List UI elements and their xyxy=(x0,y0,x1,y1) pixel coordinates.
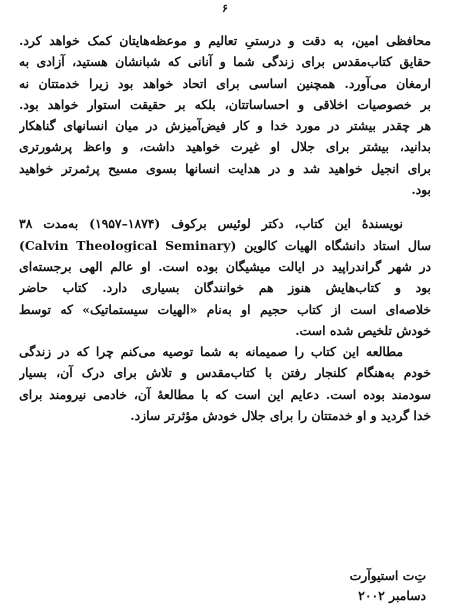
author-signature-name: تِ‌ت استیوآرت xyxy=(349,568,426,583)
text-line: خودش تلخیص شده است. xyxy=(295,322,431,338)
text-line: سودمند بوده است. دعایم این است که با مطالعهٔ آن، خادمی نیرومند برای xyxy=(19,386,431,402)
text-line: در شهر گراندراپید در ایالت میشیگان بوده است. او عالم الهی برجسته‌ای xyxy=(19,258,431,274)
text-line: محافظی امین، به دقت و درستیِ تعالیم و موعظه‌هایتان کمک خواهد کرد. xyxy=(19,33,431,48)
text-line: برای انجیل خواهید شد و در هدایت انسانها بسوی مسیح پرثمرتر خواهید xyxy=(19,160,431,176)
paragraph-3 xyxy=(19,341,431,426)
paragraph-gap xyxy=(19,200,431,213)
text-line: خدا گردید و او خدمتتان را برای جلال خودش مؤثرتر سازد. xyxy=(130,408,431,424)
text-line: ارمغان می‌آورد. همچنین اساسی برای اتحاد خواهد بود زیرا خدمتتان نه xyxy=(19,75,431,91)
text-line: حقایق کتاب‌مقدس برای زندگی شما و آنانی که شبانشان هستید، آزادی به xyxy=(19,54,431,70)
paragraph-1 xyxy=(19,30,431,200)
signature-date: دسامبر ۲۰۰۲ xyxy=(358,588,426,603)
text-line: خلاصه‌ای است از کتاب حجیم او به‌نام «الهیات سیستماتیک» که توسط xyxy=(19,301,431,317)
signature-block xyxy=(350,566,426,606)
text-line: خودم به‌هنگام کلنجار رفتن با کتاب‌مقدس و تلاش برای درک آن، بسیار xyxy=(19,365,431,381)
text-line: نویسندهٔ این کتاب، دکتر لوئیس برکوف (۱۸۷۴–۱۹۵۷) به‌مدت ۳۸ xyxy=(19,216,403,232)
text-line: مطالعه این کتاب را صمیمانه به شما توصیه می‌کنم چرا که در زندگی xyxy=(19,344,403,360)
body-text xyxy=(19,30,431,426)
text-line: هر چقدر بیشتر در مورد خدا و کار فیض‌آمیزش در میان انسانهای گناهکار xyxy=(19,118,431,134)
page-number: ۶ xyxy=(222,2,228,15)
text-line: بر خصوصیات اخلاقی و احساساتتان، بلکه بر حقیقت استوار خواهد بود. xyxy=(19,96,431,112)
paragraph-2 xyxy=(19,213,431,341)
text-line: بود و کتاب‌هایش هنوز هم خوانندگان بسیاری دارد. کتاب حاضر xyxy=(19,280,431,296)
text-line: بدانید، بیشتر برای جلال او غیرت خواهید داشت، و واعظ پرشورتری xyxy=(19,139,431,155)
text-line: سال استاد دانشگاه الهیات کالوین (Calvin Theological Seminary) xyxy=(19,237,431,253)
text-line: بود. xyxy=(411,182,431,198)
